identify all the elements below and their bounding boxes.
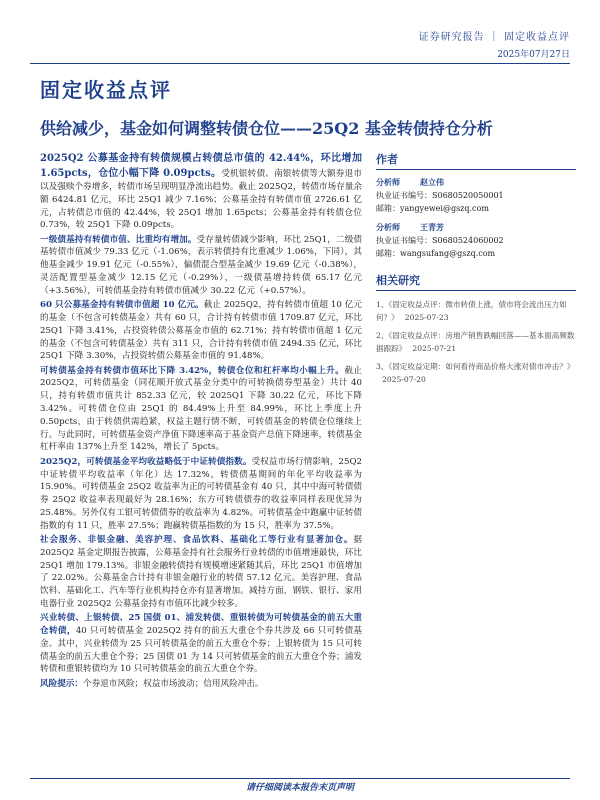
footer-disclaimer: 请仔细阅读本报告末页声明 [245,783,354,793]
header-divider [30,63,570,64]
paragraph-2-lead: 一级债基持有转债市值、比重均有增加。 [40,234,197,245]
author-2-name: 王青芳 [420,222,444,232]
paragraph-5-lead: 2025Q2，可转债基金平均收益略低于中证转债指数。 [40,456,252,467]
paragraph-1-lead: 2025Q2 公募基金持有转债规模占转债总市值的 42.44%，环比增加 1.65pcts，仓位小幅下降 0.09pcts。 [40,153,362,179]
author-2-label: 分析师 [376,222,400,232]
author-2-cert: 执业证书编号：S0680524060002 [376,236,504,245]
authors-heading: 作者 [376,151,576,170]
paragraph-4 [40,365,362,455]
author-2-email[interactable]: 邮箱：wangsufang@gszq.com [376,249,496,258]
paragraph-7-lead: 兴业转债、上银转债、25 国债 01、浦发转债、重银转债为可转债基金的前五大重仓转债， [40,613,362,637]
sidebar [376,151,576,392]
page-title: 供给减少，基金如何调整转债仓位——25Q2 基金转债持仓分析 [40,119,493,138]
related-item-2-title[interactable]: 2、《固定收益点评：房地产销售跌幅回落——基本面高频数据跟踪》 [376,331,575,353]
footer-divider [30,778,570,779]
paragraph-3-text: 截止 2025Q2，持有转债市值超 10 亿元的基金（不包含可转债基金）共有 60 只，合计持有转债市值 1709.87 亿元，环比 25Q1 下降 3.41%，占投资转债公募基金市值的 62.71%；持有转债市值超 1 亿元的基金（不包含可转债基金）共有 311 只，合计持有转债市值 2494.35 亿元，环比 25Q1 下降 3.30%，占投资转债公募基金市值的 91.48%。 [40,300,362,362]
paragraph-6 [40,534,362,611]
paragraph-4-lead: 可转债基金持有转债市值环比下降 3.42%，转债仓位和杠杆率均小幅上升。 [40,365,345,376]
author-1-cert: 执业证书编号：S0680520050001 [376,191,504,200]
paragraph-6-text: 据 2025Q2 基金定期报告披露，公募基金持有社会服务行业转债的市值增速最快，环比 25Q1 增加 179.13%。非银金融转债持有规模增速紧随其后，环比 25Q1 市值增加了 22.02%。公募基金合计持有非银金融行业的转债 57.12 亿元。美容护理、食品饮料、基础化工、汽车等行业机构持仓亦有显著增加。减持方面，钢铁、银行、家用电器行业 2025Q2 公募基金持有市值环比减少较多。 [40,535,362,609]
paragraph-1 [40,151,362,232]
paragraph-1-text: 受机银转债、南银转债等大额券退市以及强赎个券增多，转债市场呈现明显净流出趋势。截止 2025Q2，转债市场存量余额 6424.81 亿元，环比 25Q1 减少 7.16%；公募基金持有转债市值 2726.61 亿元，占转债总市值的 42.44%，较 25Q1 增加 1.65pcts；公募基金持有转债仓位 0.73%，较 25Q1 下降 0.09pcts。 [40,169,362,231]
paragraph-6-lead: 社会服务、非银金融、美容护理、食品饮料、基础化工等行业有显著加仓。 [40,535,354,546]
related-item-3-date: 2025-07-20 [382,374,426,384]
related-research-heading: 相关研究 [376,272,576,291]
risk-warning-text: 个券退市风险；权益市场波动；信用风险冲击。 [82,678,264,689]
related-item-1[interactable] [376,299,576,324]
author-1-name-row [376,176,576,189]
related-item-2[interactable] [376,330,576,355]
author-2-name-row [376,221,576,234]
paragraph-3-lead: 60 只公募基金持有转债市值超 10 亿元。 [40,300,204,311]
risk-warning-lead: 风险提示： [40,678,83,689]
paragraph-5 [40,456,362,533]
paragraph-3 [40,299,362,363]
summary-body [40,151,362,771]
risk-warning [40,678,362,691]
author-1-name: 赵立伟 [420,177,444,187]
related-item-1-date: 2025-07-23 [404,312,449,322]
paragraph-7 [40,612,362,676]
author-1-email[interactable]: 邮箱：yangyewei@gszq.com [376,204,489,213]
report-type-label: 证券研究报告 ｜ 固定收益点评 [418,32,570,43]
paragraph-2 [40,234,362,298]
related-item-2-date: 2025-07-21 [412,343,457,353]
paragraph-7-text: 40 只可转债基金 2025Q2 持有的前五大重仓个券共涉及 66 只可转债基金。其中，兴业转债为 25 只可转债基金的前五大重仓个券；上银转债为 15 只可转债基金的前五大重仓个券；25 国债 01 为 14 只可转债基金的前五大重仓个券；浦发转债和重银转债均为 10 只可转债基金的前五大重仓个券。 [40,626,362,675]
paragraph-4-text: 截止 2025Q2，可转债基金（同花顺开放式基金分类中的可转换债券型基金）共计 40 只，持有转债市值共计 852.33 亿元，较 2025Q1 下降 30.22 亿元，环比下降 3.42%。可转债仓位由 25Q1 的 84.49%上升至 84.99%，环比上季度上升 0.50pcts，由于转债供需趋紧，权益主题行情不断，可转债基金的转债仓位继续上行。与此同时，可转债基金资产净值下降速率高于基金资产总值下降速率，转债基金杠杆率由 137%上升至 142%，增长了 5pcts。 [40,365,362,453]
related-item-3-title[interactable]: 3、《固定收益定期：如何看待商品价格大涨对债市冲击？》 [376,362,575,371]
related-item-3[interactable] [376,361,576,386]
author-1-label: 分析师 [376,177,400,187]
paragraph-2-text: 受存量转债减少影响，环比 25Q1，二级债基转债市值减少 79.33 亿元（-1.06%，表示转债持有比重减少 1.06%，下同），其他基金减少 19.91 亿元（-0.55%），偏债混合型基金减少 19.69 亿元（-0.38%），灵活配置型基金减少 12.15 亿元（-0.29%），一级债基增持转债 65.17 亿元（+3.56%），可转债基金持有转债市值减少 30.22 亿元（+0.57%）。 [40,234,362,296]
category-title: 固定收益点评 [40,78,172,102]
related-item-1-title[interactable]: 1、《固定收益点评：微市转债上涨，债市将会流出压力如何？》 [376,300,567,322]
report-date: 2025年07月27日 [497,50,570,60]
related-research-list [376,299,576,386]
paragraph-5-text: 受权益市场行情影响，25Q2 中证转债平均收益率（年化）达 17.32%，转债债基期间的年化平均收益率为 15.90%。可转债基金 25Q2 收益率为正的可转债基金有 40 只，其中中海可转债债券 25Q2 收益率表现最好为 28.16%；东方可转债债券的收益率同样表现优异为 25.48%。另外仅有工银可转债债券的收益率为 4.82%。可转债基金中跑赢中证转债指数的有 11 只，胜率 27.5%；跑赢转债基指数的为 15 只，胜率为 37.5%。 [40,456,362,531]
